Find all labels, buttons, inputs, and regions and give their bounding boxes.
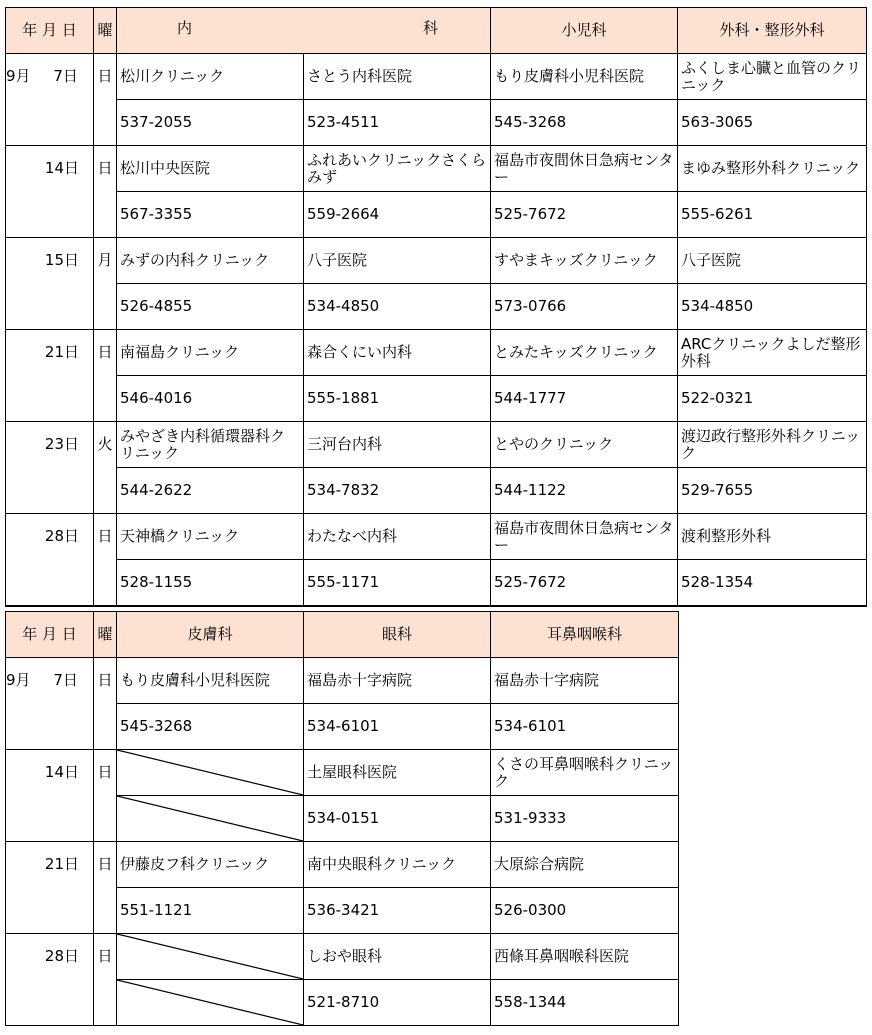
phone-naika-1: 526-4855: [117, 284, 304, 330]
clinic-ganka: 南中央眼科クリニック: [304, 842, 491, 888]
clinic-geka: 渡辺政行整形外科クリニック: [678, 422, 867, 468]
header-date: 年 月 日: [6, 612, 94, 658]
phone-ganka: 536-3421: [304, 888, 491, 934]
phone-naika-1: 537-2055: [117, 100, 304, 146]
header-naika: [117, 8, 491, 54]
clinic-naika-2: ふれあいクリニックさくらみず: [304, 146, 491, 192]
clinic-geka: ARCクリニックよしだ整形外科: [678, 330, 867, 376]
clinic-naika-2: 森合くにい内科: [304, 330, 491, 376]
dow-cell: 日: [94, 330, 117, 422]
clinic-jibika: 大原綜合病院: [491, 842, 679, 888]
phone-geka: 522-0321: [678, 376, 867, 422]
phone-naika-2: 559-2664: [304, 192, 491, 238]
phone-jibika: 558-1344: [491, 980, 679, 1026]
date-month: 9月: [6, 67, 31, 85]
phone-naika-2: 555-1881: [304, 376, 491, 422]
phone-hifuka: 551-1121: [117, 888, 304, 934]
clinic-shonika: すやまキッズクリニック: [491, 238, 678, 284]
phone-shonika: 544-1122: [491, 468, 678, 514]
clinic-shonika: 福島市夜間休日急病センター: [491, 514, 678, 560]
holiday-clinic-table-2: [5, 611, 679, 1026]
clinic-geka: ふくしま心臓と血管のクリニック: [678, 54, 867, 100]
date-cell: [6, 238, 94, 330]
header-ganka: 眼科: [304, 612, 491, 658]
date-cell: [6, 842, 94, 934]
date-month: 9月: [6, 671, 31, 689]
date-day: 14日: [44, 763, 79, 781]
dow-cell: 日: [94, 842, 117, 934]
clinic-hifuka: 伊藤皮フ科クリニック: [117, 842, 304, 888]
header-date: 年 月 日: [6, 8, 94, 54]
date-day: 28日: [44, 947, 79, 965]
no-phone-cell: [117, 796, 304, 842]
phone-shonika: 545-3268: [491, 100, 678, 146]
holiday-clinic-table-1: [5, 7, 867, 607]
phone-naika-2: 555-1171: [304, 560, 491, 607]
clinic-naika-1: 松川中央医院: [117, 146, 304, 192]
clinic-ganka: 土屋眼科医院: [304, 750, 491, 796]
phone-hifuka: 545-3268: [117, 704, 304, 750]
phone-ganka: 534-6101: [304, 704, 491, 750]
header-hifuka: 皮膚科: [117, 612, 304, 658]
dow-cell: 日: [94, 514, 117, 607]
clinic-naika-1: 天神橋クリニック: [117, 514, 304, 560]
phone-naika-2: 523-4511: [304, 100, 491, 146]
clinic-shonika: とやのクリニック: [491, 422, 678, 468]
diagonal-strike: [117, 750, 303, 795]
phone-shonika: 525-7672: [491, 560, 678, 607]
phone-naika-1: 546-4016: [117, 376, 304, 422]
date-cell: [6, 54, 94, 146]
clinic-ganka: 福島赤十字病院: [304, 658, 491, 704]
phone-jibika: 531-9333: [491, 796, 679, 842]
clinic-shonika: もり皮膚科小児科医院: [491, 54, 678, 100]
date-cell: [6, 750, 94, 842]
clinic-naika-1: みずの内科クリニック: [117, 238, 304, 284]
diagonal-strike: [117, 980, 303, 1025]
phone-naika-2: 534-4850: [304, 284, 491, 330]
clinic-ganka: しおや眼科: [304, 934, 491, 980]
no-phone-cell: [117, 980, 304, 1026]
phone-geka: 555-6261: [678, 192, 867, 238]
date-day: 28日: [44, 527, 79, 545]
diagonal-strike: [117, 796, 303, 841]
dow-cell: 日: [94, 54, 117, 146]
clinic-geka: まゆみ整形外科クリニック: [678, 146, 867, 192]
header-shonika: 小児科: [491, 8, 678, 54]
phone-naika-2: 534-7832: [304, 468, 491, 514]
date-cell: [6, 658, 94, 750]
date-cell: [6, 146, 94, 238]
phone-naika-1: 567-3355: [117, 192, 304, 238]
phone-jibika: 526-0300: [491, 888, 679, 934]
date-day: 14日: [44, 159, 79, 177]
header-naika-b: 科: [423, 19, 439, 37]
date-day: 7日: [53, 671, 78, 689]
dow-cell: 日: [94, 658, 117, 750]
phone-ganka: 534-0151: [304, 796, 491, 842]
dow-cell: 日: [94, 934, 117, 1026]
diagonal-strike: [117, 934, 303, 979]
phone-geka: 563-3065: [678, 100, 867, 146]
clinic-shonika: 福島市夜間休日急病センター: [491, 146, 678, 192]
date-day: 21日: [44, 855, 79, 873]
clinic-jibika: 福島赤十字病院: [491, 658, 679, 704]
date-day: 23日: [44, 435, 79, 453]
header-dow: 曜: [94, 612, 117, 658]
phone-naika-1: 528-1155: [117, 560, 304, 607]
date-day: 21日: [44, 343, 79, 361]
dow-cell: 日: [94, 750, 117, 842]
date-cell: [6, 514, 94, 607]
phone-shonika: 525-7672: [491, 192, 678, 238]
clinic-geka: 八子医院: [678, 238, 867, 284]
clinic-jibika: 西條耳鼻咽喉科医院: [491, 934, 679, 980]
clinic-naika-1: みやざき内科循環器科クリニック: [117, 422, 304, 468]
dow-cell: 月: [94, 238, 117, 330]
phone-geka: 528-1354: [678, 560, 867, 607]
phone-shonika: 573-0766: [491, 284, 678, 330]
header-dow: 曜: [94, 8, 117, 54]
dow-cell: 火: [94, 422, 117, 514]
clinic-jibika: くさの耳鼻咽喉科クリニック: [491, 750, 679, 796]
date-cell: [6, 422, 94, 514]
header-jibika: 耳鼻咽喉科: [491, 612, 679, 658]
clinic-naika-1: 松川クリニック: [117, 54, 304, 100]
phone-geka: 534-4850: [678, 284, 867, 330]
no-clinic-cell: [117, 750, 304, 796]
header-geka: 外科・整形外科: [678, 8, 867, 54]
phone-geka: 529-7655: [678, 468, 867, 514]
date-cell: [6, 330, 94, 422]
clinic-naika-2: 三河台内科: [304, 422, 491, 468]
date-day: 7日: [53, 67, 78, 85]
dow-cell: 日: [94, 146, 117, 238]
header-naika-a: 内: [177, 19, 193, 37]
clinic-shonika: とみたキッズクリニック: [491, 330, 678, 376]
phone-jibika: 534-6101: [491, 704, 679, 750]
phone-ganka: 521-8710: [304, 980, 491, 1026]
clinic-naika-2: さとう内科医院: [304, 54, 491, 100]
clinic-naika-2: わたなべ内科: [304, 514, 491, 560]
clinic-hifuka: もり皮膚科小児科医院: [117, 658, 304, 704]
date-day: 15日: [44, 251, 79, 269]
phone-shonika: 544-1777: [491, 376, 678, 422]
clinic-naika-1: 南福島クリニック: [117, 330, 304, 376]
no-clinic-cell: [117, 934, 304, 980]
clinic-naika-2: 八子医院: [304, 238, 491, 284]
phone-naika-1: 544-2622: [117, 468, 304, 514]
date-cell: [6, 934, 94, 1026]
clinic-geka: 渡利整形外科: [678, 514, 867, 560]
